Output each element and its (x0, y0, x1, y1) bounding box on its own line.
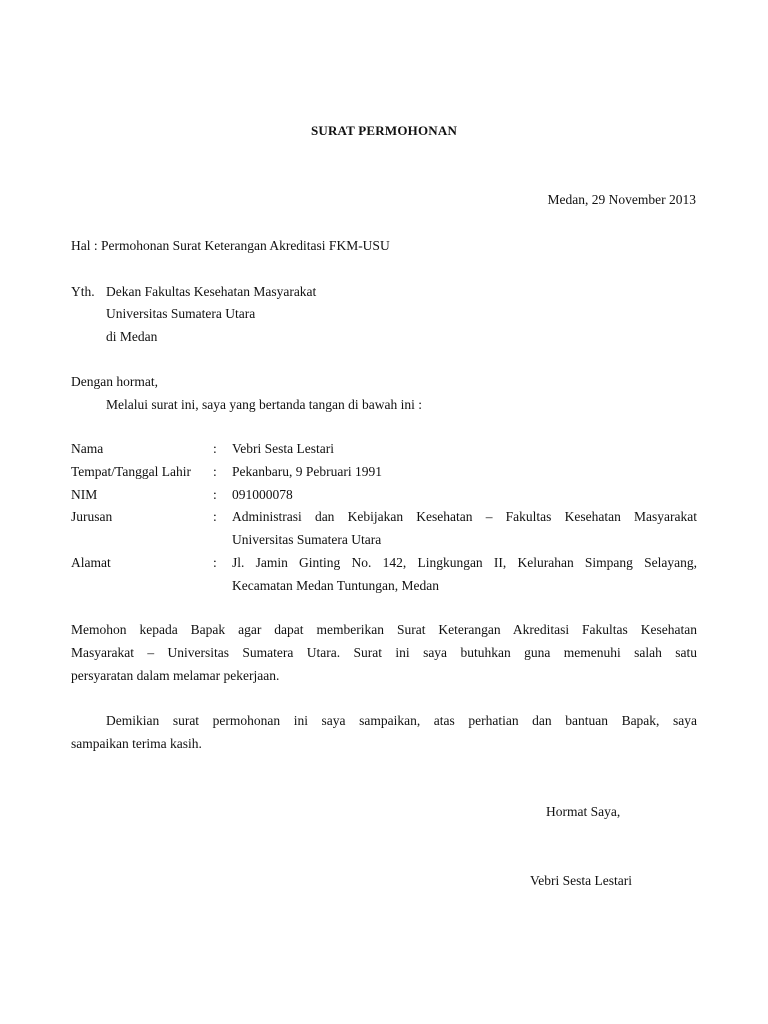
signature-name: Vebri Sesta Lestari (530, 873, 632, 888)
field-value-nim: 091000078 (232, 487, 293, 502)
closing-paragraph-line-2: sampaikan terima kasih. (71, 736, 202, 751)
field-colon: : (213, 441, 217, 456)
letter-title: SURAT PERMOHONAN (310, 123, 458, 138)
closing-paragraph-line-1: Demikian surat permohonan ini saya sampaikan, atas perhatian dan bantuan Bapak, saya (106, 713, 697, 728)
body-paragraph-line-3: persyaratan dalam melamar pekerjaan. (71, 668, 280, 683)
recipient-line-1: Dekan Fakultas Kesehatan Masyarakat (106, 284, 317, 299)
field-label-nim: NIM (71, 487, 98, 502)
field-colon: : (213, 555, 217, 570)
field-label-nama: Nama (71, 441, 104, 456)
greeting: Dengan hormat, (71, 374, 158, 389)
recipient-line-3: di Medan (106, 329, 158, 344)
field-value-ttl: Pekanbaru, 9 Pebruari 1991 (232, 464, 382, 479)
recipient-line-2: Universitas Sumatera Utara (106, 306, 256, 321)
field-label-alamat: Alamat (71, 555, 111, 570)
field-value-jurusan-line-1: Administrasi dan Kebijakan Kesehatan – Fakultas Kesehatan Masyarakat (232, 509, 697, 524)
letter-subject: Hal : Permohonan Surat Keterangan Akreditasi FKM-USU (71, 238, 390, 253)
body-paragraph-line-1: Memohon kepada Bapak agar dapat memberikan Surat Keterangan Akreditasi Fakultas Kesehatan (71, 622, 697, 637)
field-value-alamat-line-1: Jl. Jamin Ginting No. 142, Lingkungan II, Kelurahan Simpang Selayang, (232, 555, 697, 570)
recipient-prefix: Yth. (71, 284, 95, 299)
field-value-jurusan-line-2: Universitas Sumatera Utara (232, 532, 382, 547)
intro-line: Melalui surat ini, saya yang bertanda tangan di bawah ini : (106, 397, 423, 412)
field-label-ttl: Tempat/Tanggal Lahir (71, 464, 191, 479)
field-value-nama: Vebri Sesta Lestari (232, 441, 334, 456)
field-colon: : (213, 509, 217, 524)
field-label-jurusan: Jurusan (71, 509, 113, 524)
field-colon: : (213, 464, 217, 479)
field-value-alamat-line-2: Kecamatan Medan Tuntungan, Medan (232, 578, 439, 593)
closing-salutation: Hormat Saya, (546, 804, 621, 819)
field-colon: : (213, 487, 217, 502)
letter-date: Medan, 29 November 2013 (547, 192, 696, 207)
body-paragraph-line-2: Masyarakat – Universitas Sumatera Utara. Surat ini saya butuhkan guna memenuhi salah satu (71, 645, 697, 660)
